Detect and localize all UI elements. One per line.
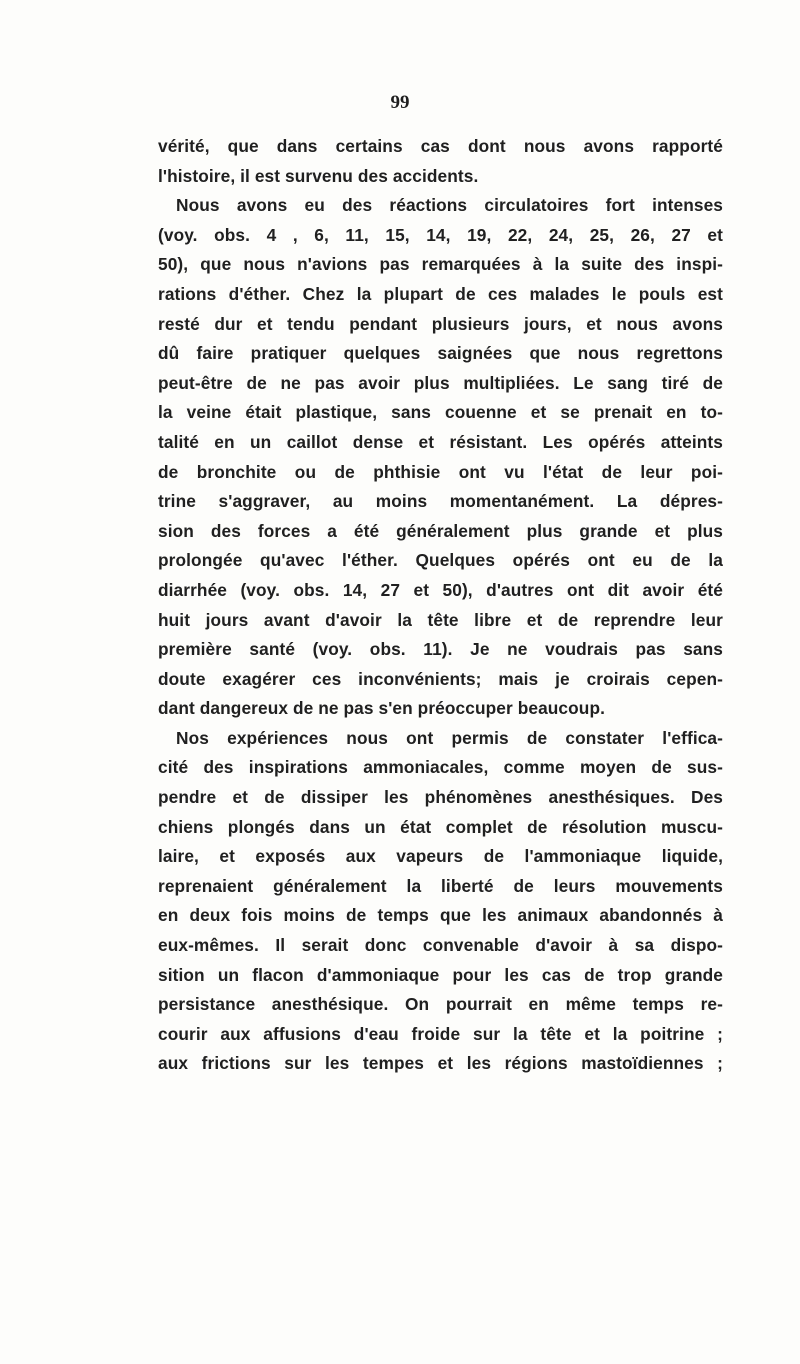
text-line: rations d'éther. Chez la plupart de ces malades le pouls est (158, 283, 723, 304)
text-line: la veine était plastique, sans couenne et se prenait en to- (158, 402, 723, 423)
text-line: Nos expériences nous ont permis de constater l'effica- (176, 727, 723, 748)
text-line: diarrhée (voy. obs. 14, 27 et 50), d'autres ont dit avoir été (158, 579, 723, 600)
text-line: persistance anesthésique. On pourrait en même temps re- (158, 994, 723, 1015)
body-text (158, 132, 723, 1079)
text-line: chiens plongés dans un état complet de résolution muscu- (158, 816, 723, 837)
text-line: reprenaient généralement la liberté de leurs mouvements (158, 875, 723, 896)
text-line: sion des forces a été généralement plus grande et plus (158, 520, 723, 541)
text-line: courir aux affusions d'eau froide sur la tête et la poitrine ; (158, 1023, 723, 1044)
text-line: dû faire pratiquer quelques saignées que nous regrettons (158, 343, 723, 364)
text-line: sition un flacon d'ammoniaque pour les cas de trop grande (158, 964, 723, 985)
text-line: 50), que nous n'avions pas remarquées à la suite des inspi- (158, 254, 723, 275)
text-line: en deux fois moins de temps que les animaux abandonnés à (158, 905, 723, 926)
text-line: pendre et de dissiper les phénomènes anesthésiques. Des (158, 787, 723, 808)
text-line: première santé (voy. obs. 11). Je ne voudrais pas sans (158, 639, 723, 660)
text-line: talité en un caillot dense et résistant. Les opérés atteints (158, 431, 723, 452)
text-line: de bronchite ou de phthisie ont vu l'état de leur poi- (158, 461, 723, 482)
text-line: aux frictions sur les tempes et les régions mastoïdiennes ; (158, 1053, 723, 1074)
text-line: vérité, que dans certains cas dont nous avons rapporté (158, 136, 723, 156)
text-line: laire, et exposés aux vapeurs de l'ammoniaque liquide, (158, 846, 723, 867)
text-line: cité des inspirations ammoniacales, comme moyen de sus- (158, 757, 723, 778)
text-line: eux-mêmes. Il serait donc convenable d'avoir à sa dispo- (158, 935, 723, 956)
text-line: peut-être de ne pas avoir plus multipliées. Le sang tiré de (158, 372, 723, 393)
text-line: l'histoire, il est survenu des accidents. (158, 165, 479, 186)
text-line: resté dur et tendu pendant plusieurs jours, et nous avons (158, 313, 723, 334)
text-line: huit jours avant d'avoir la tête libre et de reprendre leur (158, 609, 723, 630)
page-number: 99 (390, 92, 410, 113)
text-line: dant dangereux de ne pas s'en préoccuper beaucoup. (158, 698, 606, 719)
text-line: trine s'aggraver, au moins momentanément. La dépres- (158, 491, 723, 512)
text-line: Nous avons eu des réactions circulatoires fort intenses (176, 195, 723, 216)
text-line: prolongée qu'avec l'éther. Quelques opérés ont eu de la (158, 550, 723, 571)
text-line: (voy. obs. 4 , 6, 11, 15, 14, 19, 22, 24, 25, 26, 27 et (158, 224, 723, 245)
text-line: doute exagérer ces inconvénients; mais je croirais cepen- (158, 668, 723, 689)
